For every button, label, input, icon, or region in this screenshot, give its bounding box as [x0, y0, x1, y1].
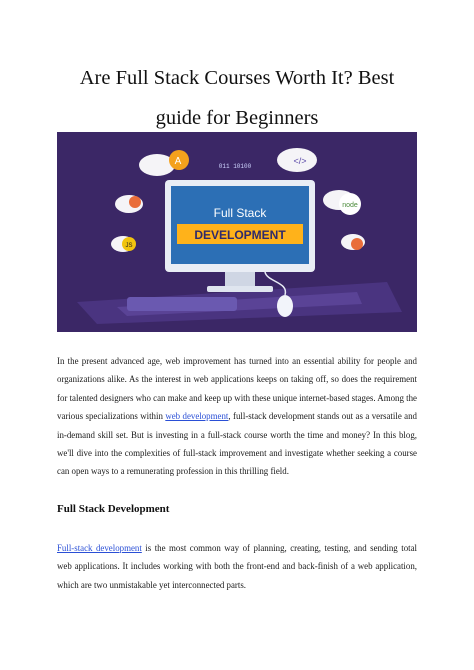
body-paragraph	[57, 539, 417, 594]
intro-text-2: , full-stack development stands out as a versatile and in-demand skill set. But is investing in a full-stack course worth the time and money? In this blog, we'll dive into the complexities of full-stack improvement and investigate whether seeking a course can open ways to a remunerating profession in this thrilling field.	[57, 411, 417, 477]
node-badge-text: node	[342, 202, 358, 209]
cart-icon	[351, 238, 363, 250]
gear-icon	[129, 196, 141, 208]
screen-text-2: DEVELOPMENT	[194, 228, 286, 242]
monitor-stand	[207, 286, 273, 292]
angular-badge-text: A	[174, 156, 182, 167]
hero-svg	[57, 132, 417, 332]
code-badge-text: </>	[293, 156, 307, 166]
section-heading: Full Stack Development	[57, 503, 170, 515]
body-text: is the most common way of planning, creating, testing, and sending total web applications. It includes working with both the front-end and back-finish of a web application, which are two unmistakable yet interconnected parts.	[57, 543, 417, 590]
intro-text-1: In the present advanced age, web improvement has turned into an essential ability for people and organizations alike. As the interest in web applications keeps on taking off, so does the requirement for talented designers who can make and keep up with these unique internet-based stages. Among the various specializations within	[57, 356, 417, 422]
keyboard	[127, 297, 237, 311]
hero-illustration	[57, 132, 417, 332]
intro-paragraph	[57, 352, 417, 481]
full-stack-development-link[interactable]: Full-stack development	[57, 543, 142, 553]
title-line-1: Are Full Stack Courses Worth It? Best	[79, 67, 395, 89]
binary-text: 011 10100	[218, 163, 252, 170]
screen-text-1: Full Stack	[213, 206, 267, 220]
js-badge-text: JS	[125, 243, 133, 249]
web-development-link[interactable]: web development	[165, 411, 229, 422]
mouse	[277, 295, 293, 317]
title-line-2: guide for Beginners	[155, 107, 319, 129]
document-title	[30, 58, 444, 138]
